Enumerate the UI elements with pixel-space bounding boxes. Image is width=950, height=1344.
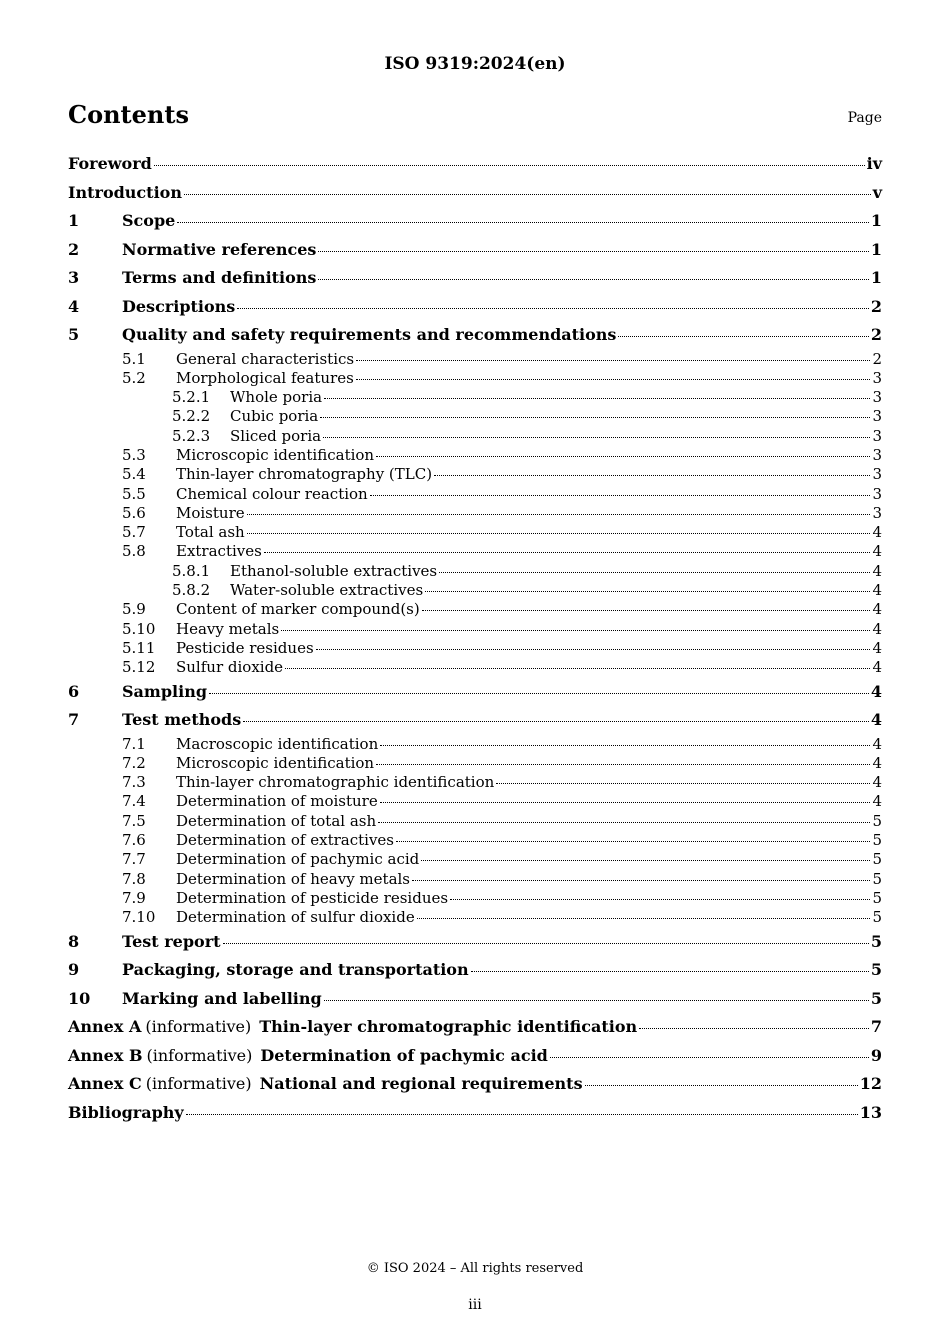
toc-leader-dots bbox=[247, 514, 871, 515]
toc-entry-page: 5 bbox=[872, 831, 882, 850]
toc-entry[interactable] bbox=[68, 850, 882, 869]
toc-entry-title: Ethanol-soluble extractives bbox=[230, 561, 438, 580]
toc-entry-page: 3 bbox=[872, 484, 882, 503]
toc-entry-page: 3 bbox=[872, 503, 882, 522]
toc-annex-entry[interactable] bbox=[68, 1042, 882, 1071]
toc-entry[interactable] bbox=[68, 150, 882, 179]
toc-entry-page: 3 bbox=[872, 388, 882, 407]
toc-leader-dots bbox=[186, 1114, 858, 1115]
copyright-footer: © ISO 2024 – All rights reserved bbox=[366, 1261, 584, 1276]
toc-entry[interactable] bbox=[68, 928, 882, 957]
toc-leader-dots bbox=[550, 1057, 869, 1058]
toc-entry[interactable] bbox=[68, 207, 882, 236]
annex-page: 9 bbox=[870, 1045, 882, 1065]
toc-leader-dots bbox=[380, 745, 870, 746]
toc-entry-title: Moisture bbox=[176, 503, 245, 522]
toc-entry[interactable] bbox=[68, 350, 882, 369]
toc-leader-dots bbox=[417, 918, 871, 919]
toc-entry-page: 5 bbox=[872, 869, 882, 888]
toc-leader-dots bbox=[177, 222, 869, 223]
toc-entry-number: 7.7 bbox=[122, 850, 146, 869]
toc-entry-number: 1 bbox=[68, 211, 80, 230]
toc-leader-dots bbox=[434, 475, 870, 476]
toc-entry[interactable] bbox=[68, 179, 882, 208]
toc-entry-title: Test report bbox=[122, 931, 221, 951]
toc-entry[interactable] bbox=[68, 678, 882, 707]
toc-entry-title: Marking and labelling bbox=[122, 988, 322, 1008]
toc-entry-number: 8 bbox=[68, 931, 80, 951]
toc-leader-dots bbox=[471, 971, 869, 972]
toc-entry-number: 3 bbox=[68, 268, 80, 287]
toc-entry-page: 4 bbox=[872, 734, 882, 753]
toc-leader-dots bbox=[318, 251, 868, 252]
toc-entry-number: 5.2 bbox=[122, 368, 146, 387]
toc-entry-page: 1 bbox=[870, 211, 882, 230]
toc-entry-title: Pesticide residues bbox=[176, 638, 314, 657]
toc-entry[interactable] bbox=[68, 485, 882, 504]
toc-leader-dots bbox=[184, 194, 871, 195]
toc-entry[interactable] bbox=[68, 706, 882, 735]
toc-entry-title: Foreword bbox=[68, 154, 152, 173]
toc-entry-title: Determination of moisture bbox=[176, 792, 378, 811]
toc-leader-dots bbox=[412, 880, 870, 881]
toc-entry-number: 7.1 bbox=[122, 734, 146, 753]
toc-leader-dots bbox=[380, 802, 871, 803]
toc-entry-title: Quality and safety requirements and recommendations bbox=[122, 325, 617, 344]
toc-leader-dots bbox=[223, 943, 869, 944]
toc-entry-number: 5.2.2 bbox=[172, 407, 211, 426]
toc-entry-number: 9 bbox=[68, 960, 80, 980]
toc-entry-title: Extractives bbox=[176, 542, 262, 561]
toc-entry-page: 5 bbox=[872, 850, 882, 869]
toc-entry-page: 1 bbox=[870, 239, 882, 259]
toc-entry-page: 4 bbox=[872, 753, 882, 772]
toc-entry[interactable] bbox=[68, 735, 882, 754]
toc-entry[interactable] bbox=[68, 446, 882, 465]
toc-entry-page: 5 bbox=[870, 931, 882, 951]
bibliography-page: 13 bbox=[859, 1102, 882, 1122]
toc-entry-page: 5 bbox=[872, 908, 882, 927]
toc-entry-title: Sulfur dioxide bbox=[176, 658, 284, 677]
toc-entry-number: 5.12 bbox=[122, 658, 156, 677]
toc-entry-page: 5 bbox=[872, 888, 882, 907]
annex-title: Thin-layer chromatographic identification bbox=[259, 1017, 638, 1037]
toc-leader-dots bbox=[323, 437, 870, 438]
toc-leader-dots bbox=[281, 630, 870, 631]
toc-leader-dots bbox=[264, 552, 871, 553]
toc-leader-dots bbox=[439, 572, 870, 573]
toc-entry-title: Macroscopic identification bbox=[176, 734, 379, 753]
toc-entry-page: 4 bbox=[872, 773, 882, 792]
toc-entry-page: 5 bbox=[870, 988, 882, 1008]
toc-entry-number: 5.1 bbox=[122, 349, 146, 368]
toc-entry-number: 5.6 bbox=[122, 503, 146, 522]
toc-annex-entry[interactable] bbox=[68, 1013, 882, 1042]
toc-entry[interactable] bbox=[68, 639, 882, 658]
toc-entry-page: 2 bbox=[870, 325, 882, 344]
annex-title: Determination of pachymic acid bbox=[260, 1045, 548, 1065]
toc-entry-number: 5.5 bbox=[122, 484, 146, 503]
toc-leader-dots bbox=[378, 822, 870, 823]
toc-entry-number: 2 bbox=[68, 239, 80, 259]
toc-entry[interactable] bbox=[68, 620, 882, 639]
toc-entry-title: Packaging, storage and transportation bbox=[122, 960, 469, 980]
toc-entry-number: 5.8.2 bbox=[172, 581, 211, 600]
toc-entry-title: Whole poria bbox=[230, 388, 323, 407]
toc-entry-page: 4 bbox=[872, 523, 882, 542]
annex-label: Annex B bbox=[68, 1045, 143, 1065]
toc-entry-title: Microscopic identification bbox=[176, 753, 375, 772]
toc-entry[interactable] bbox=[68, 773, 882, 792]
toc-entry[interactable] bbox=[68, 562, 882, 581]
page-column-label: Page bbox=[847, 110, 882, 126]
toc-entry[interactable] bbox=[68, 236, 882, 265]
toc-entry-number: 5.2.3 bbox=[172, 426, 211, 445]
toc-entry-page: 5 bbox=[872, 811, 882, 830]
toc-entry[interactable] bbox=[68, 427, 882, 446]
toc-entry-page: 4 bbox=[872, 542, 882, 561]
toc-leader-dots bbox=[237, 308, 869, 309]
toc-leader-dots bbox=[247, 533, 871, 534]
page-title: Contents bbox=[68, 100, 189, 129]
toc-entry-number: 7.6 bbox=[122, 831, 146, 850]
toc-entry-number: 6 bbox=[68, 681, 80, 701]
toc-entry-title: Cubic poria bbox=[230, 407, 319, 426]
toc-entry-title: Determination of extractives bbox=[176, 831, 394, 850]
toc-entry-number: 5 bbox=[68, 325, 80, 344]
toc-leader-dots bbox=[425, 591, 870, 592]
toc-entry-page: 3 bbox=[872, 407, 882, 426]
toc-leader-dots bbox=[324, 1000, 869, 1001]
toc-leader-dots bbox=[376, 456, 870, 457]
toc-leader-dots bbox=[324, 398, 870, 399]
toc-leader-dots bbox=[356, 379, 871, 380]
toc-leader-dots bbox=[243, 721, 869, 722]
toc-leader-dots bbox=[639, 1028, 869, 1029]
toc-entry-title: Terms and definitions bbox=[122, 268, 317, 287]
toc-entry[interactable] bbox=[68, 293, 882, 322]
toc-entry[interactable] bbox=[68, 523, 882, 542]
annex-label: Annex C bbox=[68, 1074, 142, 1094]
toc-entry-page: 4 bbox=[872, 600, 882, 619]
toc-entry-number: 5.8 bbox=[122, 542, 146, 561]
toc-entry[interactable] bbox=[68, 956, 882, 985]
toc-entry[interactable] bbox=[68, 812, 882, 831]
toc-entry-title: Thin-layer chromatography (TLC) bbox=[176, 465, 433, 484]
toc-entry-number: 7.4 bbox=[122, 792, 146, 811]
toc-entry-number: 5.11 bbox=[122, 638, 156, 657]
toc-entry-title: Scope bbox=[122, 211, 176, 230]
toc-entry-title: Normative references bbox=[122, 239, 317, 259]
toc-entry-page: 4 bbox=[872, 638, 882, 657]
toc-entry[interactable] bbox=[68, 754, 882, 773]
toc-entry-number: 7.9 bbox=[122, 888, 146, 907]
toc-entry-page: 4 bbox=[870, 710, 882, 730]
toc-entry-page: 4 bbox=[872, 658, 882, 677]
toc-entry-title: Determination of total ash bbox=[176, 811, 377, 830]
toc-entry[interactable] bbox=[68, 889, 882, 908]
toc-entry-number: 7 bbox=[68, 710, 80, 730]
toc-leader-dots bbox=[370, 495, 871, 496]
toc-leader-dots bbox=[356, 360, 870, 361]
toc-entry-number: 5.2.1 bbox=[172, 388, 211, 407]
toc-annex-entry[interactable] bbox=[68, 1070, 882, 1099]
toc-leader-dots bbox=[318, 279, 868, 280]
toc-entry[interactable] bbox=[68, 465, 882, 484]
toc-entry-number: 7.10 bbox=[122, 908, 156, 927]
toc-entry-title: Test methods bbox=[122, 710, 242, 730]
toc-entry-title: Microscopic identification bbox=[176, 445, 375, 464]
toc-entry[interactable] bbox=[68, 542, 882, 561]
toc-leader-dots bbox=[450, 899, 870, 900]
toc-entry-title: Determination of sulfur dioxide bbox=[176, 908, 415, 927]
page-number: iii bbox=[468, 1297, 482, 1313]
toc-entry[interactable] bbox=[68, 985, 882, 1014]
toc-leader-dots bbox=[422, 610, 871, 611]
toc-entry-title: Morphological features bbox=[176, 368, 354, 387]
annex-informative: (informative) bbox=[145, 1017, 252, 1037]
toc-entry-title: Introduction bbox=[68, 182, 182, 202]
toc-entry-title: Heavy metals bbox=[176, 619, 280, 638]
toc-entry[interactable] bbox=[68, 388, 882, 407]
toc-entry-number: 7.3 bbox=[122, 773, 146, 792]
toc-entry-number: 5.4 bbox=[122, 465, 146, 484]
toc-entry-number: 5.10 bbox=[122, 619, 156, 638]
toc-entry[interactable] bbox=[68, 870, 882, 889]
bibliography-title: Bibliography bbox=[68, 1102, 184, 1122]
toc-bibliography-entry[interactable] bbox=[68, 1099, 882, 1128]
toc-entry-page: 2 bbox=[870, 296, 882, 316]
toc-entry-title: Content of marker compound(s) bbox=[176, 600, 420, 619]
annex-page: 12 bbox=[859, 1074, 882, 1094]
toc-entry-page: iv bbox=[866, 154, 882, 173]
annex-informative: (informative) bbox=[145, 1074, 252, 1094]
annex-page: 7 bbox=[870, 1017, 882, 1037]
toc-entry-page: 1 bbox=[870, 268, 882, 287]
toc-leader-dots bbox=[285, 668, 870, 669]
toc-leader-dots bbox=[618, 336, 868, 337]
toc-leader-dots bbox=[209, 693, 869, 694]
toc-entry-number: 5.7 bbox=[122, 523, 146, 542]
toc-entry-title: Sampling bbox=[122, 681, 208, 701]
annex-informative: (informative) bbox=[146, 1045, 253, 1065]
toc-entry-title: Determination of pachymic acid bbox=[176, 850, 420, 869]
toc-entry-page: 4 bbox=[872, 561, 882, 580]
toc-entry-page: 3 bbox=[872, 426, 882, 445]
toc-entry-number: 10 bbox=[68, 988, 91, 1008]
toc-leader-dots bbox=[154, 165, 865, 166]
annex-title: National and regional requirements bbox=[259, 1074, 583, 1094]
toc-entry[interactable] bbox=[68, 264, 882, 293]
toc-entry[interactable] bbox=[68, 908, 882, 927]
toc-entry-number: 7.2 bbox=[122, 753, 146, 772]
toc-leader-dots bbox=[320, 417, 870, 418]
toc-entry-page: 3 bbox=[872, 445, 882, 464]
toc-entry-title: General characteristics bbox=[176, 349, 355, 368]
toc-leader-dots bbox=[396, 841, 870, 842]
toc-entry-title: Determination of pesticide residues bbox=[176, 888, 449, 907]
toc-entry-page: 4 bbox=[872, 619, 882, 638]
toc-entry-title: Sliced poria bbox=[230, 426, 322, 445]
toc-entry-title: Total ash bbox=[176, 523, 245, 542]
toc-entry[interactable] bbox=[68, 504, 882, 523]
toc-entry-title: Descriptions bbox=[122, 296, 236, 316]
table-of-contents bbox=[68, 150, 882, 1127]
toc-entry[interactable] bbox=[68, 658, 882, 677]
toc-leader-dots bbox=[496, 783, 870, 784]
toc-leader-dots bbox=[376, 764, 870, 765]
toc-leader-dots bbox=[316, 649, 871, 650]
toc-entry[interactable] bbox=[68, 581, 882, 600]
toc-entry-number: 7.8 bbox=[122, 869, 146, 888]
toc-entry-page: v bbox=[872, 182, 882, 202]
document-id: ISO 9319:2024(en) bbox=[384, 54, 566, 74]
toc-entry-number: 7.5 bbox=[122, 811, 146, 830]
toc-entry-page: 4 bbox=[870, 681, 882, 701]
toc-leader-dots bbox=[585, 1085, 858, 1086]
toc-entry[interactable] bbox=[68, 792, 882, 811]
toc-entry-number: 4 bbox=[68, 296, 80, 316]
toc-entry[interactable] bbox=[68, 369, 882, 388]
toc-entry-title: Chemical colour reaction bbox=[176, 484, 368, 503]
annex-label: Annex A bbox=[68, 1017, 142, 1037]
toc-entry[interactable] bbox=[68, 600, 882, 619]
toc-entry-title: Water-soluble extractives bbox=[230, 581, 424, 600]
toc-entry[interactable] bbox=[68, 831, 882, 850]
toc-entry-title: Determination of heavy metals bbox=[176, 869, 411, 888]
toc-entry[interactable] bbox=[68, 407, 882, 426]
toc-entry-number: 5.9 bbox=[122, 600, 146, 619]
toc-entry-page: 5 bbox=[870, 960, 882, 980]
toc-entry-page: 3 bbox=[872, 368, 882, 387]
toc-entry-number: 5.8.1 bbox=[172, 561, 211, 580]
toc-leader-dots bbox=[421, 860, 870, 861]
toc-entry[interactable] bbox=[68, 321, 882, 350]
toc-entry-page: 2 bbox=[872, 349, 882, 368]
toc-entry-page: 4 bbox=[872, 581, 882, 600]
toc-entry-page: 4 bbox=[872, 792, 882, 811]
toc-entry-title: Thin-layer chromatographic identification bbox=[176, 773, 495, 792]
toc-entry-number: 5.3 bbox=[122, 445, 146, 464]
toc-entry-page: 3 bbox=[872, 465, 882, 484]
